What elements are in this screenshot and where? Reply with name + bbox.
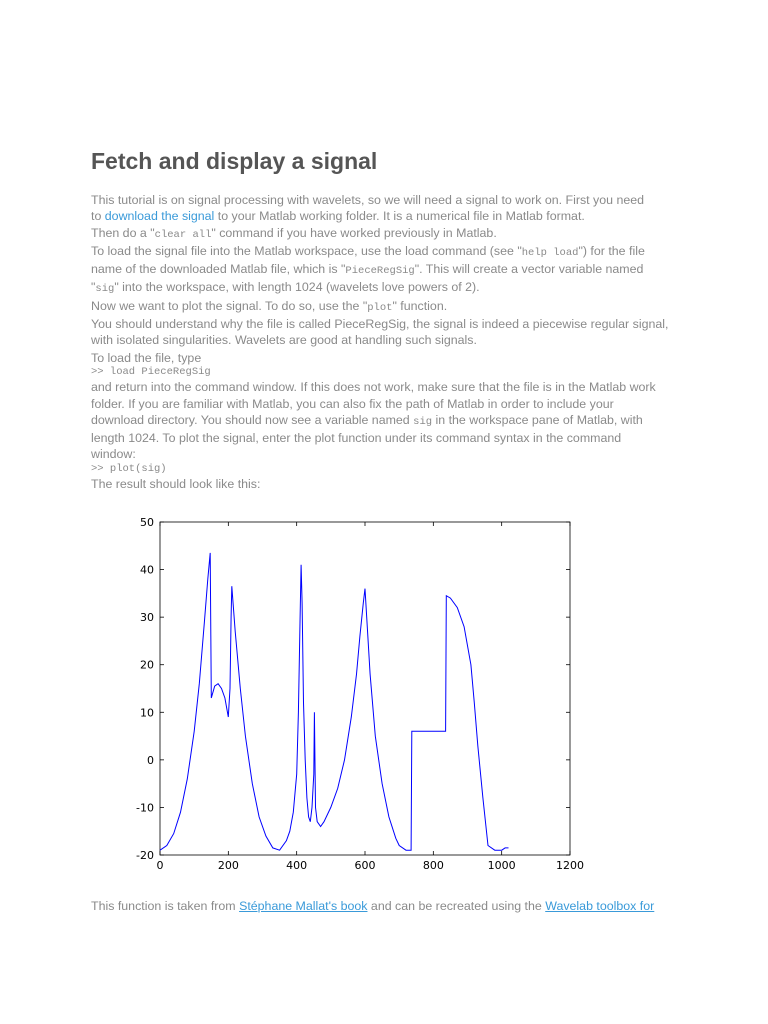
text-line: download directory. You should now see a variable named sig in the workspace pane of Matlab, with (91, 412, 643, 428)
mallat-book-link[interactable]: Stéphane Mallat's book (239, 899, 368, 913)
y-tick-label: -10 (136, 801, 154, 815)
footer-paragraph: This function is taken from Stéphane Mallat's book and can be recreated using the Wavelab toolbox for (91, 899, 655, 913)
y-tick-label: -20 (136, 849, 154, 862)
x-tick-label: 1000 (487, 859, 516, 872)
text-line: "sig" into the workspace, with length 1024 (wavelets love powers of 2). (91, 280, 480, 296)
text-line: to download the signal to your Matlab working folder. It is a numerical file in Matlab format. (91, 209, 585, 224)
inline-code: plot (367, 301, 393, 314)
x-tick-label: 400 (286, 859, 308, 872)
download-signal-link[interactable]: download the signal (104, 209, 215, 224)
inline-code: sig (413, 415, 433, 428)
y-tick-label: 0 (147, 753, 154, 767)
inline-code: sig (95, 283, 115, 296)
text-line: Now we want to plot the signal. To do so, use the "plot" function. (91, 298, 448, 314)
wavelab-toolbox-link[interactable]: Wavelab toolbox for (545, 899, 655, 913)
y-tick-label: 10 (140, 706, 154, 720)
text-line: length 1024. To plot the signal, enter the plot function under its command syntax in the command (91, 431, 622, 446)
text-line: You should understand why the file is called PieceRegSig, the signal is indeed a piecewise regular signal, (91, 317, 669, 332)
text-line: with isolated singularities. Wavelets are good at handling such signals. (91, 333, 477, 348)
signal-plot (120, 508, 600, 878)
text-line: window: (91, 447, 136, 462)
text-line: name of the downloaded Matlab file, which is "PieceRegSig". This will create a vector variable named (91, 262, 644, 278)
inline-code: PieceRegSig (345, 265, 415, 278)
x-tick-label: 800 (422, 859, 444, 872)
inline-code: clear all (154, 228, 212, 241)
code-line-plot: >> plot(sig) (91, 462, 167, 475)
code-line-load: >> load PieceRegSig (91, 366, 211, 379)
text-line: Then do a "clear all" command if you have worked previously in Matlab. (91, 225, 497, 241)
text-line: and return into the command window. If this does not work, make sure that the file is in the Matlab work (91, 380, 656, 395)
text-line: To load the file, type (91, 351, 202, 365)
text-line: folder. If you are familiar with Matlab, you can also fix the path of Matlab in order to include your (91, 396, 614, 411)
text-line: The result should look like this: (91, 476, 261, 491)
inline-code: help load (521, 246, 579, 259)
instructions-paragraph (91, 350, 691, 492)
x-tick-label: 0 (156, 859, 164, 872)
x-tick-label: 600 (354, 859, 376, 872)
intro-paragraph (91, 192, 691, 349)
x-tick-label: 1200 (556, 859, 584, 872)
text-line: This tutorial is on signal processing with wavelets, so we will need a signal to work on. First you need (91, 193, 645, 207)
y-tick-label: 20 (140, 658, 154, 672)
text-line: To load the signal file into the Matlab workspace, use the load command (see "help load") for the file (91, 243, 645, 259)
page-title: Fetch and display a signal (91, 148, 378, 174)
y-tick-label: 50 (140, 516, 154, 529)
y-tick-label: 30 (140, 611, 154, 625)
x-tick-label: 200 (217, 859, 239, 872)
y-tick-label: 40 (140, 563, 154, 577)
